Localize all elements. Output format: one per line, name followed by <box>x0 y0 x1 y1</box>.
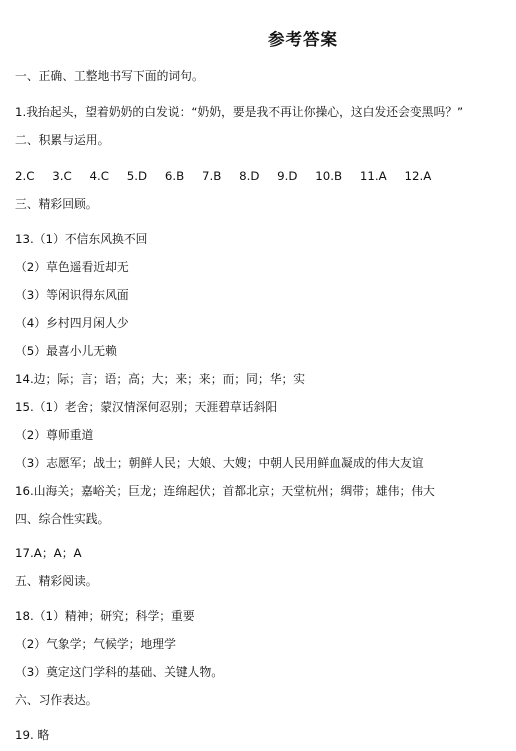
answer-18-1: 18.（1）精神；研究；科学；重要 <box>15 609 195 623</box>
answer-13-3: （3）等闲识得东风面 <box>15 288 129 302</box>
answer-5: 5.D <box>126 169 148 183</box>
answer-1: 1.我抬起头，望着奶奶的白发说：“奶奶，要是我不再让你操心，这白发还会变黑吗？” <box>15 105 464 119</box>
answer-17: 17.A；A；A <box>15 546 82 560</box>
answer-13-4: （4）乡村四月闲人少 <box>15 316 129 330</box>
answer-4: 4.C <box>89 169 109 183</box>
answer-16: 16.山海关；嘉峪关；巨龙；连绵起伏；首都北京；天堂杭州；绸带；雄伟；伟大 <box>15 484 435 498</box>
answer-10: 10.B <box>315 169 343 183</box>
answer-13-5: （5）最喜小儿无赖 <box>15 344 117 358</box>
answer-19: 19. 略 <box>15 728 50 742</box>
answer-12: 12.A <box>404 169 432 183</box>
section-6-heading: 六、习作表达。 <box>15 693 98 707</box>
answer-11: 11.A <box>359 169 387 183</box>
answer-18-3: （3）奠定这门学科的基础、关键人物。 <box>15 665 224 679</box>
answer-7: 7.B <box>201 169 222 183</box>
section-1-heading: 一、正确、工整地书写下面的词句。 <box>15 69 204 83</box>
answer-8: 8.D <box>239 169 260 183</box>
section-5-heading: 五、精彩阅读。 <box>15 574 98 588</box>
answer-9: 9.D <box>277 169 298 183</box>
answer-6: 6.B <box>164 169 185 183</box>
answer-14: 14.边；际；言；语；高；大；来；来；而；同；华；实 <box>15 372 306 386</box>
answer-15-2: （2）尊师重道 <box>15 428 94 442</box>
answer-15-3: （3）志愿军；战士；朝鲜人民；大娘、大嫂；中朝人民用鲜血凝成的伟大友谊 <box>15 456 424 470</box>
answer-3: 3.C <box>52 169 72 183</box>
answer-2: 2.C <box>15 169 35 183</box>
page-title: 参考答案 <box>268 30 338 49</box>
answer-15-1: 15.（1）老舍；蒙汉情深何忍别；天涯碧草话斜阳 <box>15 400 278 414</box>
section-2-heading: 二、积累与运用。 <box>15 133 110 147</box>
answer-13-1: 13.（1）不信东风换不回 <box>15 232 148 246</box>
answer-13-2: （2）草色遥看近却无 <box>15 260 129 274</box>
answer-18-2: （2）气象学；气候学；地理学 <box>15 637 176 651</box>
section-4-heading: 四、综合性实践。 <box>15 512 110 526</box>
section-3-heading: 三、精彩回顾。 <box>15 197 98 211</box>
choice-answers <box>15 168 445 184</box>
